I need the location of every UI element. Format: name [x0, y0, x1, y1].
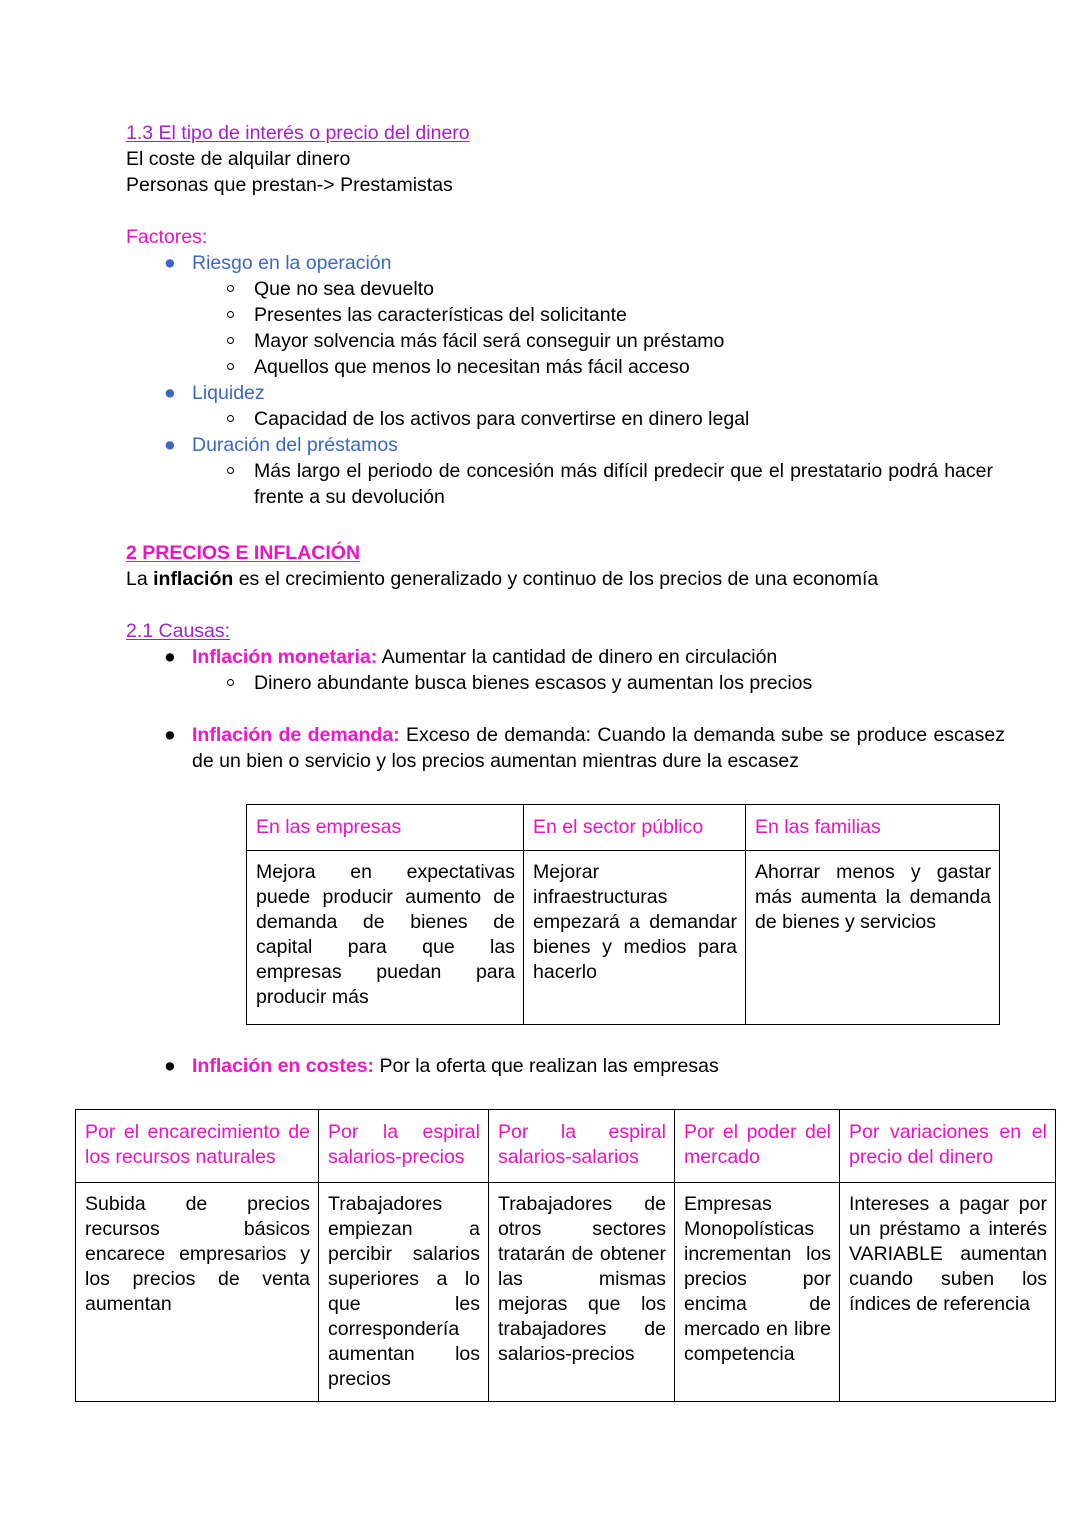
definicion-prefix: La [126, 568, 154, 590]
bullet-icon: ● [164, 646, 176, 668]
table-header-cell: Por la espiral salarios-precios [319, 1110, 489, 1183]
spacer [126, 774, 1005, 804]
circle-bullet-icon [227, 311, 234, 318]
bullet-icon: ● [164, 434, 176, 456]
list-item-inflacion-costes [164, 1053, 1005, 1079]
table-row [76, 1183, 1056, 1402]
spacer [126, 1025, 1005, 1053]
list-item [226, 458, 1005, 510]
table-cell: Subida de precios recursos básicos encarece empresarios y los precios de venta aumentan [76, 1183, 319, 1402]
table-demanda-wrapper [246, 804, 1005, 1025]
list-item-term: Inflación de demanda: [192, 724, 400, 746]
definicion-keyword: inflación [153, 568, 234, 590]
list-item-inflacion-monetaria [164, 644, 1005, 670]
list-item-label: Dinero abundante busca bienes escasos y aumentan los precios [254, 672, 813, 694]
paragraph-coste-alquilar: El coste de alquilar dinero [126, 148, 351, 170]
table-header-cell: Por el encarecimiento de los recursos naturales [76, 1110, 319, 1183]
spacer [126, 592, 1005, 618]
circle-bullet-icon [227, 363, 234, 370]
causas-list [126, 644, 1005, 774]
list-item-label: Más largo el periodo de concesión más difícil predecir que el prestatario podrá hacer frente a su devolución [254, 460, 993, 508]
list-item-term: Inflación monetaria: [192, 646, 378, 668]
table-inflacion-demanda [246, 804, 1000, 1025]
duracion-sublist [164, 458, 1005, 510]
table-header-row [247, 805, 1000, 851]
circle-bullet-icon [227, 415, 234, 422]
riesgo-sublist [164, 276, 1005, 380]
paragraph-definicion-inflacion [126, 566, 1005, 592]
table-header-row [76, 1110, 1056, 1183]
list-item-duracion [164, 432, 1005, 458]
list-item-inflacion-demanda [164, 722, 1005, 774]
costes-list [126, 1053, 1005, 1079]
list-item-definition: Exceso de demanda: Cuando la demanda sube se produce escasez de un bien o servicio y los precios aumentan mientras dure la escasez [192, 724, 1005, 772]
table-header-cell: Por el poder del mercado [675, 1110, 840, 1183]
circle-bullet-icon [227, 679, 234, 686]
list-item [226, 302, 1005, 328]
list-item-definition: Aumentar la cantidad de dinero en circulación [377, 646, 778, 668]
factores-label: Factores: [126, 226, 208, 248]
monetaria-sublist [164, 670, 1005, 696]
table-row [247, 851, 1000, 1025]
spacer [126, 510, 1005, 540]
factores-list [126, 250, 1005, 510]
definicion-suffix: es el crecimiento generalizado y continuo de los precios de una economía [233, 568, 879, 590]
circle-bullet-icon [227, 285, 234, 292]
table-cell: Intereses a pagar por un préstamo a interés VARIABLE aumentan cuando suben los índices de referencia [840, 1183, 1056, 1402]
table-cell: Trabajadores empiezan a percibir salarios superiores a lo que les correspondería aumentan los precios [319, 1183, 489, 1402]
section-heading-2: 2 PRECIOS E INFLACIÓN [126, 542, 361, 564]
list-item-label: Riesgo en la operación [192, 252, 392, 274]
list-item [226, 406, 1005, 432]
spacer [126, 198, 1005, 224]
table-header-cell: En el sector público [524, 805, 746, 851]
list-item-label: Que no sea devuelto [254, 278, 434, 300]
spacer [75, 1079, 1005, 1109]
table-costes-wrapper [75, 1109, 1047, 1402]
bullet-icon: ● [164, 1055, 176, 1077]
list-item [226, 328, 1005, 354]
section-heading-1-3: 1.3 El tipo de interés o precio del dinero [126, 122, 470, 144]
bullet-icon: ● [164, 382, 176, 404]
list-item-label: Aquellos que menos lo necesitan más fácil acceso [254, 356, 690, 378]
list-item [226, 354, 1005, 380]
table-header-cell: En las empresas [247, 805, 524, 851]
liquidez-sublist [164, 406, 1005, 432]
circle-bullet-icon [227, 467, 234, 474]
list-item-riesgo [164, 250, 1005, 276]
table-header-cell: En las familias [746, 805, 1000, 851]
table-cell: Mejora en expectativas puede producir aumento de demanda de bienes de capital para que las empresas puedan para producir más [247, 851, 524, 1025]
circle-bullet-icon [227, 337, 234, 344]
table-cell: Empresas Monopolísticas incrementan los precios por encima de mercado en libre competencia [675, 1183, 840, 1402]
list-item-definition: Por la oferta que realizan las empresas [374, 1055, 719, 1077]
table-cell: Ahorrar menos y gastar más aumenta la demanda de bienes y servicios [746, 851, 1000, 1025]
list-item-label: Liquidez [192, 382, 265, 404]
table-header-cell: Por la espiral salarios-salarios [489, 1110, 675, 1183]
bullet-icon: ● [164, 252, 176, 274]
list-item-label: Presentes las características del solicitante [254, 304, 627, 326]
list-item-label: Mayor solvencia más fácil será conseguir un préstamo [254, 330, 725, 352]
list-item-label: Capacidad de los activos para convertirse en dinero legal [254, 408, 750, 430]
spacer [164, 696, 1005, 722]
list-item [226, 276, 1005, 302]
section-heading-2-1: 2.1 Causas: [126, 620, 231, 642]
table-cell: Mejorar infraestructuras empezará a demandar bienes y medios para hacerlo [524, 851, 746, 1025]
list-item-liquidez [164, 380, 1005, 406]
list-item [226, 670, 1005, 696]
paragraph-prestamistas: Personas que prestan-> Prestamistas [126, 174, 453, 196]
table-cell: Trabajadores de otros sectores tratarán de obtener las mismas mejoras que los trabajadores de salarios-precios [489, 1183, 675, 1402]
table-header-cell: Por variaciones en el precio del dinero [840, 1110, 1056, 1183]
document-body [126, 120, 1005, 1079]
bullet-icon: ● [164, 724, 176, 746]
list-item-label: Duración del préstamos [192, 434, 398, 456]
table-inflacion-costes [75, 1109, 1056, 1402]
list-item-term: Inflación en costes: [192, 1055, 375, 1077]
